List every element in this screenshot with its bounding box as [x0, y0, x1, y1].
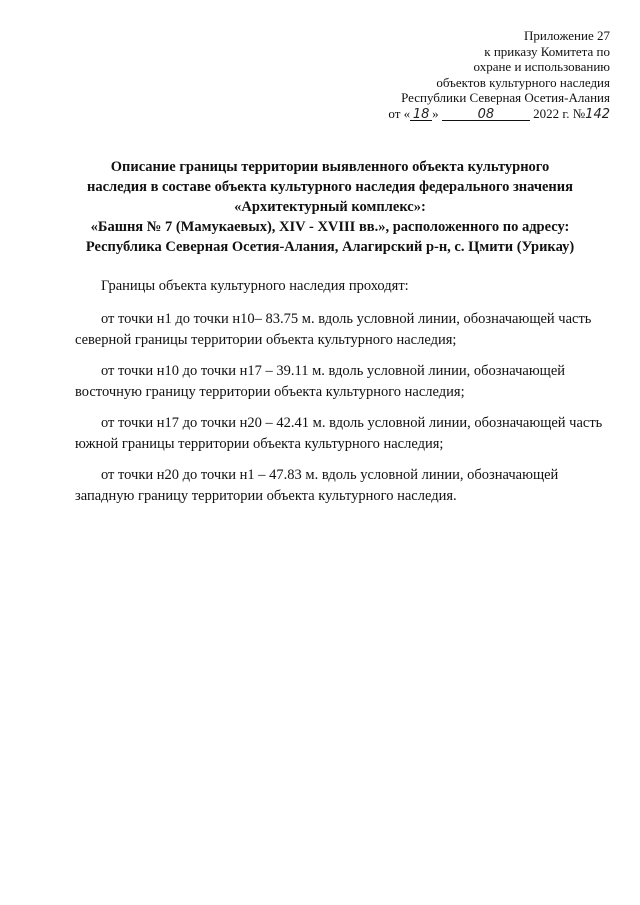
boundary-paragraph: от точки н10 до точки н17 – 39.11 м. вдоль условной линии, обозначающей восточную границу территории объекта культурного наследия; — [75, 363, 566, 400]
document-title — [60, 157, 600, 257]
title-line: «Башня № 7 (Мамукаевых), XIV - XVIII вв.», расположенного по адресу: — [90, 219, 570, 235]
month-field — [442, 108, 530, 121]
title-line: наследия в составе объекта культурного наследия федерального значения — [87, 179, 573, 195]
appendix-header — [310, 28, 610, 122]
title-line: «Архитектурный комплекс»: — [234, 199, 426, 215]
appendix-line: охране и использованию — [473, 59, 610, 74]
date-prefix: от « — [388, 105, 411, 121]
title-line: Описание границы территории выявленного объекта культурного — [110, 159, 550, 175]
document-body — [75, 276, 605, 517]
appendix-line: объектов культурного наследия — [436, 74, 610, 90]
appendix-line: к приказу Комитета по — [484, 43, 610, 59]
boundary-paragraph: от точки н20 до точки н1 – 47.83 м. вдоль условной линии, обозначающей западную границу территории объекта культурного наследия. — [75, 467, 559, 504]
appendix-line: Республики Северная Осетия-Алания — [401, 90, 610, 105]
order-number: 142 — [585, 106, 610, 122]
order-date-line — [310, 106, 610, 123]
date-day-close: » — [432, 105, 439, 121]
month-value: 08 — [477, 106, 495, 122]
day-field — [410, 108, 432, 121]
appendix-line: Приложение 27 — [523, 28, 610, 43]
boundary-paragraph: от точки н1 до точки н10– 83.75 м. вдоль условной линии, обозначающей часть северной границы территории объекта культурного наследия; — [75, 311, 592, 348]
boundary-paragraph: от точки н17 до точки н20 – 42.41 м. вдоль условной линии, обозначающей часть южной границы территории объекта культурного наследия; — [75, 415, 603, 452]
title-line: Республика Северная Осетия-Алания, Алагирский р-н, с. Цмити (Урикау) — [85, 239, 575, 255]
body-intro: Границы объекта культурного наследия проходят: — [101, 278, 409, 294]
day-value: 18 — [412, 106, 430, 122]
year-number-text: 2022 г. № — [533, 105, 586, 121]
